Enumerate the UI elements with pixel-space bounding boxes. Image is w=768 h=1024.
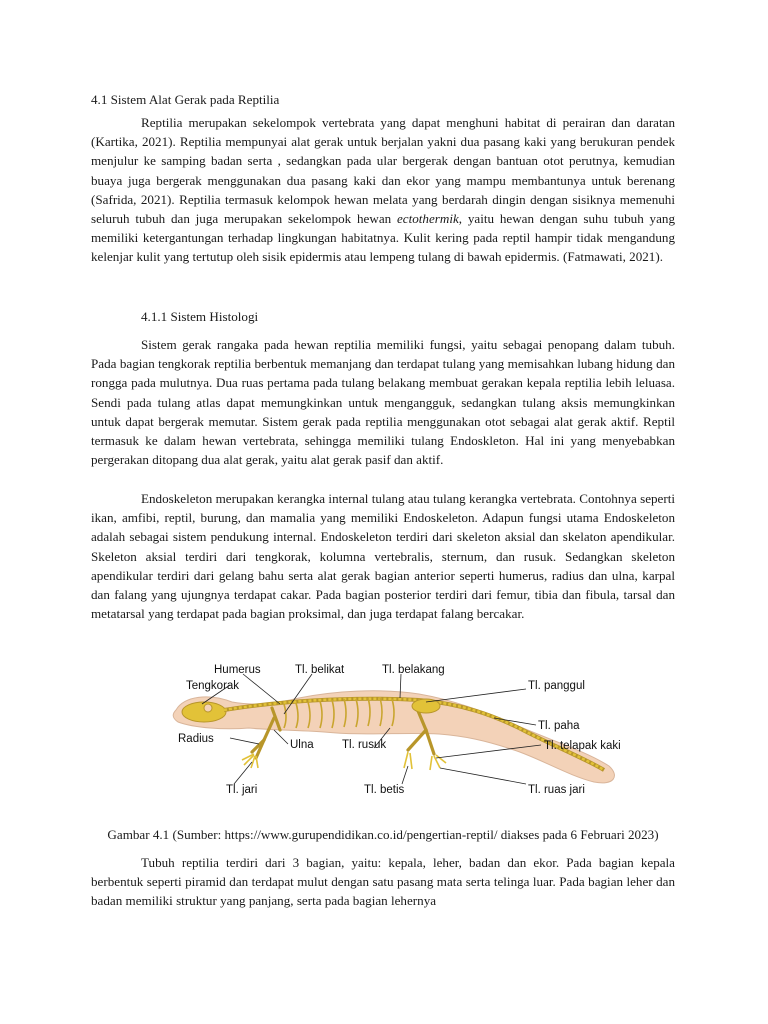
paragraph-endoskeleton: Endoskeleton merupakan kerangka internal tulang atau tulang kerangka vertebrata. Contohnya seperti ikan, amfibi, reptil, burung, dan mamalia yang memiliki Endoskeleton. Adapun fungsi utama Endoskeleton adalah sebagai sistem pendukung internal. Endoskeleton terdiri dari skeleton aksial dan skelaton apendikular. Skeleton aksial terdiri dari tengkorak, kolumna vertebralis, sternum, dan rusuk. Sedangkan skeleton apendikular terdiri dari gelang bahu serta alat gerak bagian anterior seperti humerus, radius dan ulna, karpal dan falang yang ujungnya terdapat cakar. Pada bagian posterior terdiri dari femur, tibia dan fibula, tarsal dan metatarsal yang terdapat pada bagian proksimal, dan juga terdapat falang bercakar. [91, 491, 675, 622]
hind-foot-bones [404, 752, 446, 770]
italic-term: ectothermik [396, 211, 459, 227]
paragraph-tubuh: Tubuh reptilia terdiri dari 3 bagian, yaitu: kepala, leher, badan dan ekor. Pada bagian kepala berbentuk seperti piramid dan terdapat mulut dengan satu pasang mata serta telinga luar. Pada bagian leher dan badan memiliki struktur yang panjang, serta pada bagian lehernya [91, 855, 675, 909]
label-tl-jari: Tl. jari [226, 784, 258, 796]
label-ulna: Ulna [290, 739, 314, 751]
reptile-skeleton-illustration [164, 658, 624, 808]
section-heading: 4.1 Sistem Alat Gerak pada Reptilia [91, 92, 280, 107]
label-tl-panggul: Tl. panggul [528, 680, 585, 692]
label-tl-telapak-kaki: Tl. telapak kaki [544, 740, 621, 752]
eye-socket [204, 704, 212, 712]
label-humerus: Humerus [214, 664, 261, 676]
label-tl-paha: Tl. paha [538, 720, 580, 732]
label-radius: Radius [178, 733, 214, 745]
label-tengkorak: Tengkorak [186, 680, 240, 692]
subsection-heading: 4.1.1 Sistem Histologi [141, 309, 259, 324]
figure-caption: Gambar 4.1 (Sumber: https://www.gurupendidikan.co.id/pengertian-reptil/ diakses pada 6 Februari 2023) [107, 827, 659, 842]
paragraph-intro [91, 113, 675, 267]
front-foot-bones [242, 754, 258, 768]
paragraph-histologi: Sistem gerak rangaka pada hewan reptilia memiliki fungsi, yaitu sebagai penopang dalam tubuh. Pada bagian tengkorak reptilia berbentuk memanjang dan terdapat tulang yang memisahkan lubang hidung dan rongga pada mulutnya. Dua ruas pertama pada tulang belakang membuat gerakan kepala reptilia lebih leluasa. Sendi pada tulang atlas dapat memungkinkan untuk mengangguk, sedangkan tulang aksis memungkinkan untuk dapat bergerak memutar. Sistem gerak pada reptilia menggunakan otot sebagai alat gerak aktif. Reptil termasuk ke dalam hewan vertebrata, sehingga memiliki tulang Endoskleton. Hal ini yang menyebabkan pergerakan ditopang dua alat gerak, yaitu alat gerak pasif dan aktif. [91, 337, 675, 468]
label-tl-ruas-jari: Tl. ruas jari [528, 784, 585, 796]
paragraph-intro-text-b: , yaitu hewan dengan suhu tubuh yang memiliki ketergantungan terhadap lingkungan habitatnya. Kulit kering pada reptil hampir tidak mengandung kelenjar kulit yang tertutup oleh sisik epidermis atau lempeng tulang di bawah epidermis. (Fatmawati, 2021). [91, 211, 675, 265]
skull-bone [182, 702, 226, 722]
label-tl-betis: Tl. betis [364, 784, 405, 796]
label-tl-belakang: Tl. belakang [382, 664, 445, 676]
label-tl-belikat: Tl. belikat [295, 664, 345, 676]
reptile-skeleton-figure [164, 658, 624, 808]
label-tl-rusuk: Tl. rusuk [342, 739, 387, 751]
paragraph-intro-text-a: Reptilia merupakan sekelompok vertebrata yang dapat menghuni habitat di perairan dan daratan (Kartika, 2021). Reptilia mempunyai alat gerak untuk berjalan yakni dua pasang kaki yang berukuran pendek menjulur ke samping badan serta , sedangkan pada ular bergerak dengan bantuan otot perutnya, kemudian buaya juga bergerak menggunakan dua pasang kaki dan ekor yang mampu membantunya untuk berenang (Safrida, 2021). Reptilia termasuk kelompok hewan melata yang berdarah dingin dengan sisiknya memenuhi seluruh tubuh dan juga merupakan sekelompok hewan [91, 115, 675, 227]
